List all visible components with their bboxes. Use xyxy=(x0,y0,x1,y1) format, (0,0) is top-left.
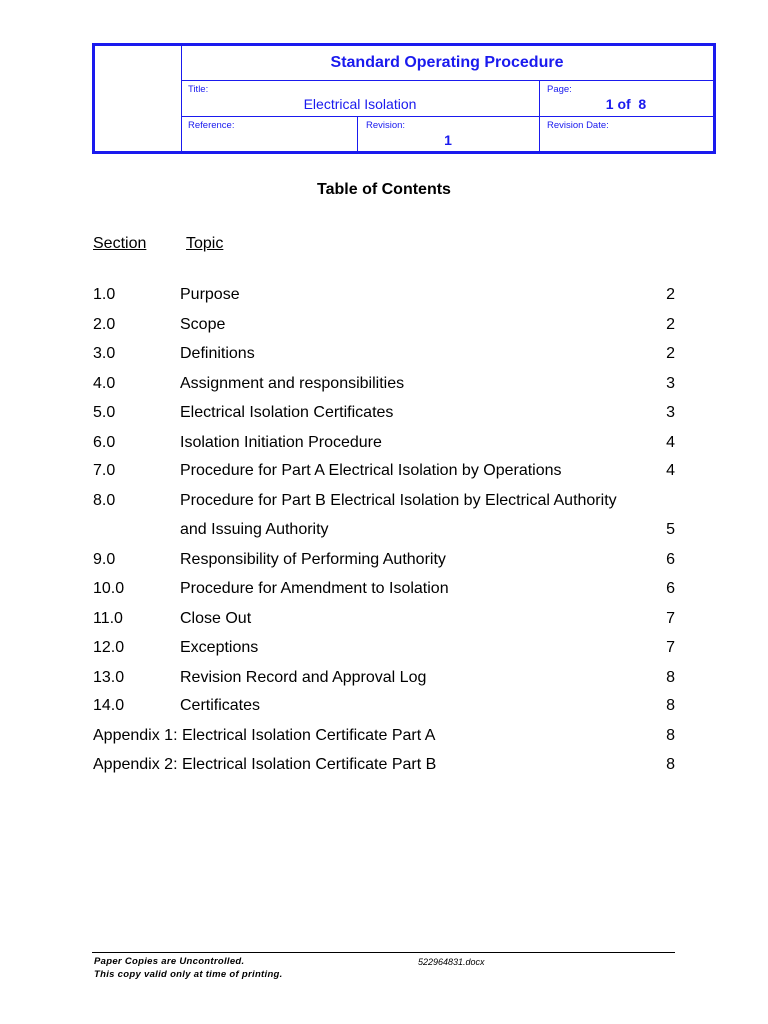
toc-row xyxy=(93,375,675,397)
section-topic: Responsibility of Performing Authority xyxy=(180,550,446,568)
toc-row xyxy=(93,521,675,543)
page-label: Page: xyxy=(547,84,572,95)
toc-row xyxy=(93,434,675,456)
page-number: 8 xyxy=(666,756,675,773)
page-number: 3 xyxy=(666,374,675,392)
toc-row xyxy=(93,580,675,602)
revision-value: 1 xyxy=(444,132,452,148)
section-number: 9.0 xyxy=(93,550,116,568)
toc-appendix-row xyxy=(93,727,675,749)
toc-heading: Table of Contents xyxy=(317,181,451,198)
section-topic: Exceptions xyxy=(180,639,259,656)
page-number: 2 xyxy=(666,315,675,333)
section-number: 12.0 xyxy=(93,639,125,656)
title-label: Title: xyxy=(188,84,209,95)
revision-date-label: Revision Date: xyxy=(547,120,609,131)
page-number: 2 xyxy=(666,345,675,362)
toc-row xyxy=(93,492,675,514)
section-topic: Purpose xyxy=(180,286,240,303)
toc-appendix-row xyxy=(93,756,675,778)
toc-row xyxy=(93,462,675,484)
toc-row xyxy=(93,316,675,338)
page-number: 6 xyxy=(666,580,675,597)
footer-rule xyxy=(92,952,675,953)
section-number: 4.0 xyxy=(93,374,116,392)
section-number: 10.0 xyxy=(93,580,125,597)
toc-row xyxy=(93,639,675,661)
document-header xyxy=(92,43,716,154)
page-number: 7 xyxy=(666,609,675,627)
toc-row xyxy=(93,697,675,719)
footer-uncontrolled-notice: Paper Copies are Uncontrolled. xyxy=(94,956,245,967)
title-value: Electrical Isolation xyxy=(303,96,417,112)
section-topic: Scope xyxy=(180,315,226,333)
section-number: 2.0 xyxy=(93,315,116,333)
section-number: 14.0 xyxy=(93,697,125,714)
section-number: 5.0 xyxy=(93,404,116,421)
page-number: 8 xyxy=(666,697,675,714)
section-number: 3.0 xyxy=(93,345,116,362)
toc-row xyxy=(93,345,675,367)
page-number: 8 xyxy=(666,727,675,744)
section-topic: Assignment and responsibilities xyxy=(180,374,405,392)
footer-filename: 522964831.docx xyxy=(418,957,485,967)
toc-row xyxy=(93,404,675,426)
section-number: 11.0 xyxy=(93,609,123,627)
appendix-title: Appendix 1: Electrical Isolation Certificate Part A xyxy=(93,727,436,744)
header-divider xyxy=(181,80,713,81)
page-value: 1 of 8 xyxy=(605,96,647,112)
page-number: 5 xyxy=(666,521,675,538)
section-topic: Certificates xyxy=(180,697,261,714)
section-topic: Procedure for Part B Electrical Isolation by Electrical Authority xyxy=(180,492,617,509)
toc-row xyxy=(93,669,675,691)
toc-row xyxy=(93,551,675,573)
reference-label: Reference: xyxy=(188,120,235,131)
section-topic: Procedure for Amendment to Isolation xyxy=(180,580,449,597)
document-type: Standard Operating Procedure xyxy=(330,54,564,71)
page-number: 6 xyxy=(666,550,675,568)
section-number: 7.0 xyxy=(93,462,116,479)
page-number: 2 xyxy=(666,286,675,303)
section-topic: Revision Record and Approval Log xyxy=(180,668,427,686)
revision-label: Revision: xyxy=(366,120,406,131)
appendix-title: Appendix 2: Electrical Isolation Certificate Part B xyxy=(93,756,437,773)
section-column-header: Section xyxy=(93,235,147,252)
section-topic: and Issuing Authority xyxy=(180,521,329,538)
page-number: 4 xyxy=(666,462,675,479)
section-topic: Close Out xyxy=(180,609,252,627)
header-divider xyxy=(181,116,713,117)
section-topic: Isolation Initiation Procedure xyxy=(180,433,382,451)
page-number: 3 xyxy=(666,404,675,421)
section-number: 1.0 xyxy=(93,286,116,303)
page-number: 4 xyxy=(666,433,675,451)
page-number: 8 xyxy=(666,668,675,686)
section-topic: Electrical Isolation Certificates xyxy=(180,404,394,421)
page-number: 7 xyxy=(666,639,675,656)
header-divider xyxy=(539,80,540,151)
toc-row xyxy=(93,610,675,632)
section-number: 8.0 xyxy=(93,492,116,509)
section-topic: Definitions xyxy=(180,345,255,362)
section-topic: Procedure for Part A Electrical Isolation by Operations xyxy=(180,462,562,479)
topic-column-header: Topic xyxy=(186,235,224,252)
footer-validity-notice: This copy valid only at time of printing. xyxy=(94,969,283,980)
section-number: 13.0 xyxy=(93,668,125,686)
section-number: 6.0 xyxy=(93,433,116,451)
toc-row xyxy=(93,286,675,308)
